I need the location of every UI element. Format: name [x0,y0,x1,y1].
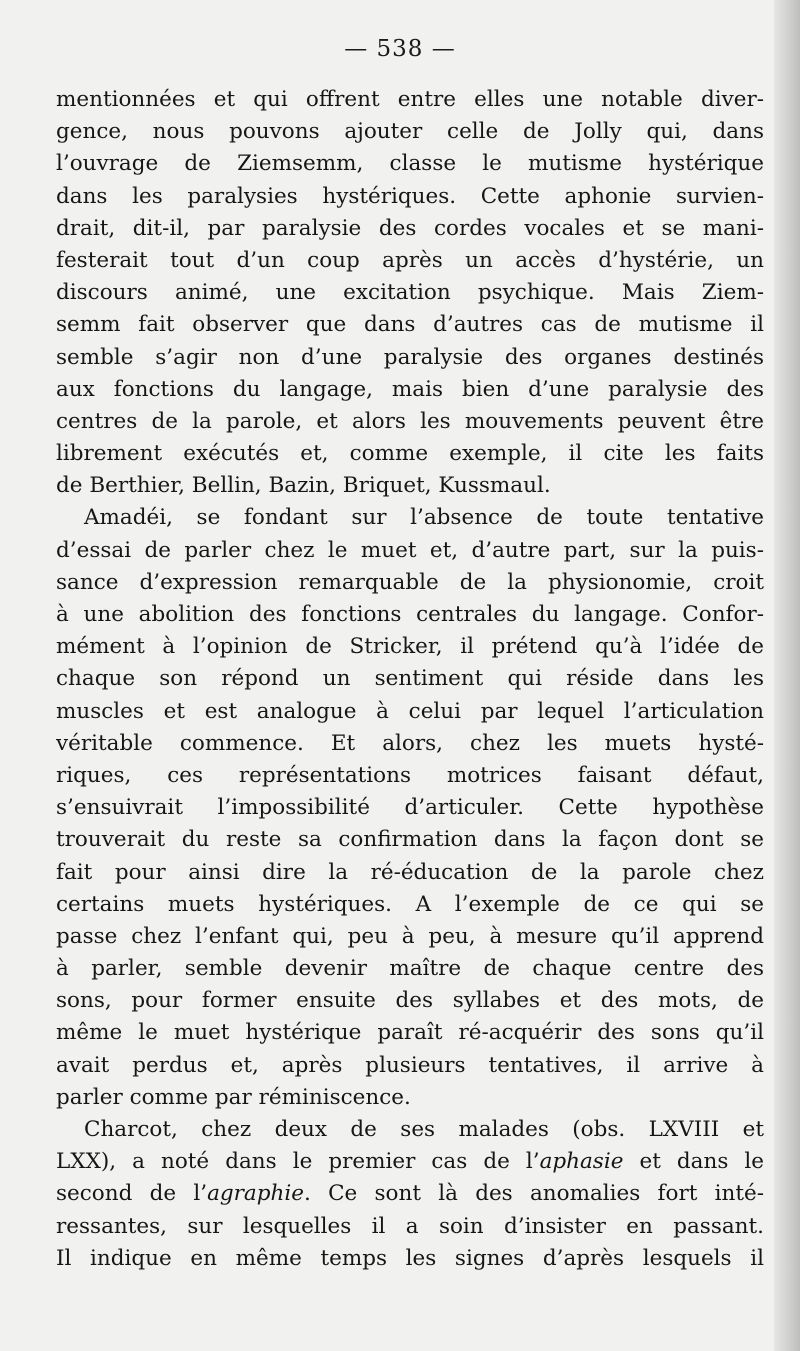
text-line: Amadéi, se fondant sur l’absence de toute tentative [84,505,764,531]
text-line: ressantes, sur lesquelles il a soin d’insister en passant. [56,1213,764,1239]
text-line [56,1146,764,1178]
text-line: fait pour ainsi dire la ré-éducation de la parole chez [56,859,764,885]
text-line: aux fonctions du langage, mais bien d’une paralysie des [56,376,764,402]
text-line: Charcot, chez deux de ses malades (obs. LXVIII et [84,1117,764,1142]
text-line: centres de la parole, et alors les mouvements peuvent être [56,408,764,434]
text-line: dans les paralysies hystériques. Cette aphonie survien- [56,183,764,209]
text-line: librement exécutés et, comme exemple, il cite les faits [56,441,764,467]
text-line: d’essai de parler chez le muet et, d’autre part, sur la puis- [56,537,764,563]
text-line: à parler, semble devenir maître de chaque centre des [56,956,764,982]
text-line: muscles et est analogue à celui par lequel l’articulation [56,698,764,724]
paragraph-2 [56,502,764,1114]
paragraph-1 [56,84,764,502]
text-line: Il indique en même temps les signes d’après lesquels il [56,1245,764,1271]
italic-term-agraphie: agraphie [207,1181,304,1207]
text-line: passe chez l’enfant qui, peu à peu, à mesure qu’il apprend [56,923,764,949]
text-line [56,1178,764,1210]
text-line: certains muets hystériques. A l’exemple de ce qui se [56,891,764,917]
text-line: de Berthier, Bellin, Bazin, Briquet, Kussmaul. [56,473,551,499]
text-line: mentionnées et qui offrent entre elles une notable diver- [56,87,764,112]
text-line: discours animé, une excitation psychique. Mais Ziem- [56,280,764,306]
text-segment: et dans le [623,1149,764,1175]
text-line: parler comme par réminiscence. [56,1084,411,1110]
text-line: trouverait du reste sa confirmation dans la façon dont se [56,827,764,853]
text-line: véritable commence. Et alors, chez les muets hysté- [56,730,764,756]
text-line: chaque son répond un sentiment qui réside dans les [56,666,764,692]
text-line: avait perdus et, après plusieurs tentatives, il arrive à [56,1052,764,1078]
text-line: sance d’expression remarquable de la physionomie, croit [56,569,764,595]
text-segment: second de l’ [56,1181,208,1207]
text-line: sons, pour former ensuite des syllabes et des mots, de [56,988,764,1014]
text-line: l’ouvrage de Ziemsemm, classe le mutisme hystérique [56,151,764,177]
text-line: festerait tout d’un coup après un accès d’hystérie, un [56,247,764,273]
page-number: — 538 — [344,36,456,62]
text-line: mément à l’opinion de Stricker, il prétend qu’à l’idée de [56,634,764,660]
page-edge-shadow [774,0,800,1351]
text-line: gence, nous pouvons ajouter celle de Jolly qui, dans [56,119,764,145]
body-text [56,84,764,1275]
text-line: riques, ces représentations motrices faisant défaut, [56,762,764,788]
text-segment: LXX), a noté dans le premier cas de l’ [56,1149,540,1175]
text-line: s’ensuivrait l’impossibilité d’articuler. Cette hypothèse [56,795,764,821]
text-line: semble s’agir non d’une paralysie des organes destinés [56,344,764,370]
italic-term-aphasie: aphasie [539,1149,624,1175]
text-line: même le muet hystérique paraît ré-acquérir des sons qu’il [56,1020,764,1046]
text-line: semm fait observer que dans d’autres cas de mutisme il [56,312,764,338]
text-line: drait, dit-il, par paralysie des cordes vocales et se mani- [56,215,764,241]
paragraph-3 [56,1114,764,1275]
text-segment: . Ce sont là des anomalies fort inté- [303,1181,764,1207]
text-line: à une abolition des fonctions centrales du langage. Confor- [56,602,764,627]
